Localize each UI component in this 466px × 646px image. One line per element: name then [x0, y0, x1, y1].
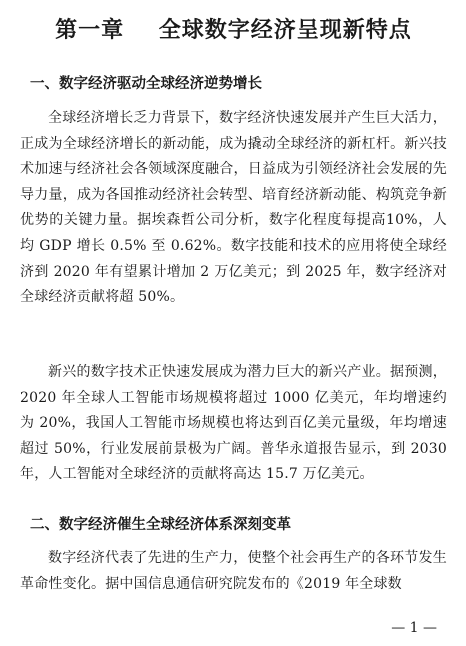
section-heading-1: 一、数字经济驱动全球经济逆势增长	[30, 76, 262, 92]
paragraph-1: 全球经济增长乏力背景下，数字经济快速发展并产生巨大活力，正成为全球经济增长的新动能，成为撬动全球经济的新杠杆。新兴技术加速与经济社会各领域深度融合，日益成为引领经济社会发展的先导力量，成为各国推动经济社会转型、培育经济新动能、构筑竞争新优势的关键力量。据埃森哲公司分析，数字化程度每提高10%，人均 GDP 增长 0.5% 至 0.62%。数字技能和技术的应用将使全球经济到 2020 年有望累计增加 2 万亿美元；到 2025 年，数字经济对全球经济贡献将超 50%。	[20, 110, 447, 306]
document-page	[20, 0, 447, 646]
page-number: — 1 —	[391, 620, 437, 636]
paragraph-3: 数字经济代表了先进的生产力，使整个社会再生产的各环节发生革命性变化。据中国信息通信研究院发布的《2019 年全球数	[20, 550, 447, 592]
chapter-title: 第一章 全球数字经济呈现新特点	[55, 18, 412, 43]
paragraph-2: 新兴的数字技术正快速发展成为潜力巨大的新兴产业。据预测，2020 年全球人工智能市场规模将超过 1000 亿美元，年均增速约为 20%，我国人工智能市场规模也将达到百亿美元量级，年均增速超过 50%，行业发展前景极为广阔。普华永道报告显示，到 2030 年，人工智能对全球经济的贡献将高达 15.7 万亿美元。	[20, 364, 447, 483]
section-heading-2: 二、数字经济催生全球经济体系深刻变革	[30, 517, 291, 533]
